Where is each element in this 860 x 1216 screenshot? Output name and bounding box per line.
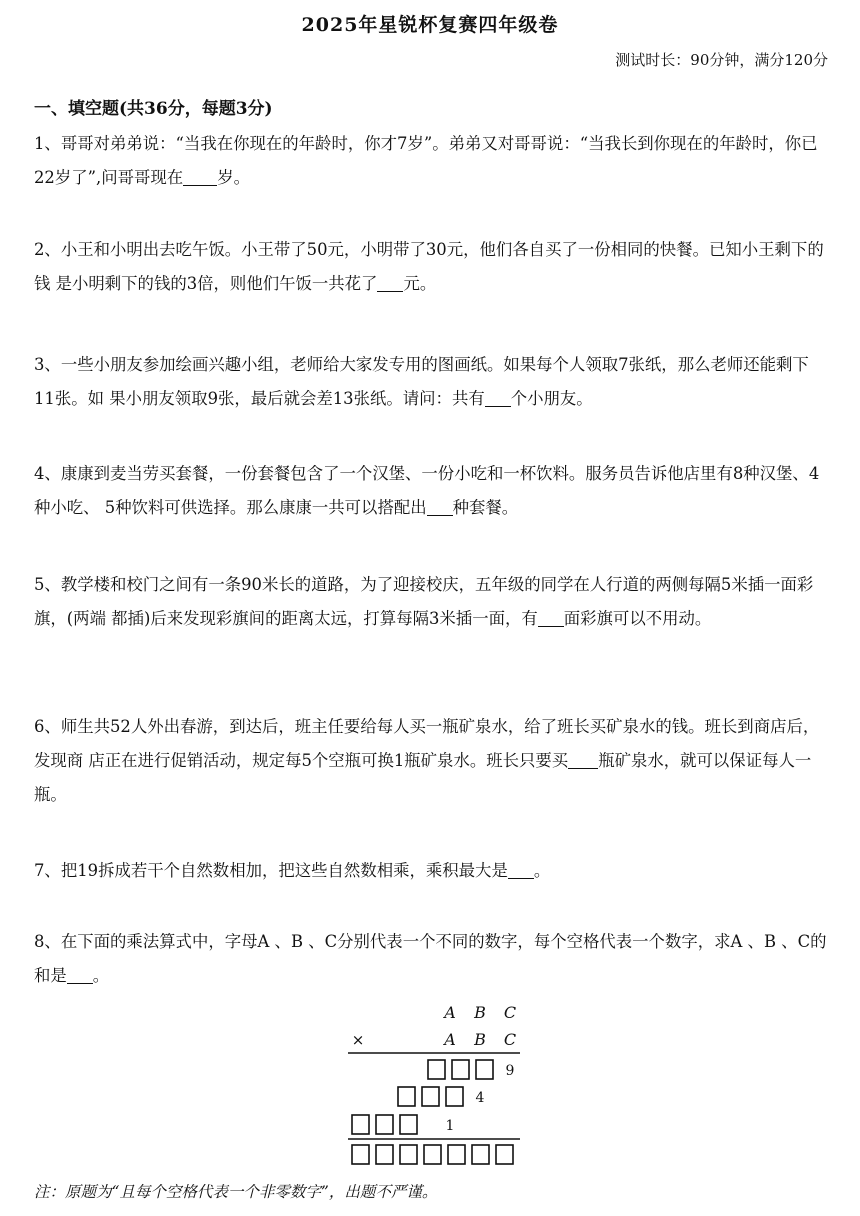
question-text: 3、一些小朋友参加绘画兴趣小组，老师给大家发专用的图画纸。如果每个人领取7张纸，那么老师还能剩下11张。如 果小朋友领取9张，最后就会差13张纸。请问：共有 (34, 355, 809, 408)
answer-blank[interactable] (377, 274, 403, 292)
blank-cell[interactable] (400, 1115, 417, 1134)
blank-cell[interactable] (352, 1115, 369, 1134)
answer-blank[interactable] (183, 168, 217, 186)
digit-c-top: C (503, 1003, 517, 1022)
question-tail: 面彩旗可以不用动。 (563, 609, 712, 628)
question-text: 8、在下面的乘法算式中，字母A 、B 、C分别代表一个不同的数字，每个空格代表一个数字，求A 、B 、C的和是 (34, 932, 827, 985)
question-8 (34, 925, 829, 993)
question-tail: 个小朋友。 (510, 389, 593, 408)
blank-cell[interactable] (376, 1115, 393, 1134)
blank-cell[interactable] (398, 1087, 415, 1106)
blank-cell[interactable] (376, 1145, 393, 1164)
question-text: 2、小王和小明出去吃午饭。小王带了50元，小明带了30元，他们各自买了一份相同的快餐。已知小王剩下的钱 是小明剩下的钱的3倍，则他们午饭一共花了 (34, 240, 824, 293)
question-2 (34, 233, 829, 301)
digit-a-top: A (444, 1003, 456, 1022)
question-tail: 种套餐。 (452, 498, 519, 517)
question-text: 1、哥哥对弟弟说：“当我在你现在的年龄时，你才7岁”。弟弟又对哥哥说：“当我长到你现在的年龄时，你已22岁了”,问哥哥现在 (34, 134, 818, 187)
question-text: 7、把19拆成若干个自然数相加，把这些自然数相乘，乘积最大是 (34, 861, 508, 880)
blank-cell[interactable] (446, 1087, 463, 1106)
digit-b-top: B (474, 1003, 486, 1022)
blank-cell[interactable] (400, 1145, 417, 1164)
blank-cell[interactable] (428, 1060, 445, 1079)
multiplication-puzzle (340, 998, 540, 1173)
question-tail: 。 (92, 966, 110, 985)
answer-blank[interactable] (427, 498, 453, 516)
blank-cell[interactable] (352, 1145, 369, 1164)
question-3 (34, 348, 829, 416)
blank-cell[interactable] (496, 1145, 513, 1164)
answer-blank[interactable] (67, 966, 93, 984)
exam-title: 2025年星锐杯复赛四年级卷 (301, 14, 559, 36)
answer-blank[interactable] (568, 751, 598, 769)
answer-blank[interactable] (485, 389, 511, 407)
partial-digit-1: 1 (445, 1118, 455, 1134)
blank-cell[interactable] (472, 1145, 489, 1164)
question-tail: 元。 (403, 274, 437, 293)
times-sign: × (351, 1031, 365, 1049)
question-tail: 岁。 (217, 168, 250, 187)
question-text: 6、师生共52人外出春游，到达后，班主任要给每人买一瓶矿泉水，给了班长买矿泉水的钱。班长到商店后，发现商 店正在进行促销活动，规定每5个空瓶可换1瓶矿泉水。班长只要买 (34, 717, 820, 770)
question-text: 4、康康到麦当劳买套餐，一份套餐包含了一个汉堡、一份小吃和一杯饮料。服务员告诉他店里有8种汉堡、4种小吃、 5种饮料可供选择。那么康康一共可以搭配出 (34, 464, 820, 517)
answer-blank[interactable] (508, 861, 534, 879)
digit-c-bottom: C (503, 1030, 517, 1049)
question-7 (34, 854, 829, 888)
question-tail: 。 (533, 861, 551, 880)
footnote: 注：原题为“且每个空格代表一个非零数字”，出题不严谨。 (34, 1183, 438, 1201)
partial-digit-4: 4 (475, 1090, 485, 1106)
digit-a-bottom: A (444, 1030, 456, 1049)
partial-digit-9: 9 (505, 1063, 515, 1079)
blank-cell[interactable] (476, 1060, 493, 1079)
question-tail: 瓶矿泉水，就可以保证每人一瓶。 (34, 751, 812, 804)
question-1 (34, 127, 829, 195)
exam-meta: 测试时长：90分钟，满分120分 (615, 51, 828, 69)
question-4 (34, 457, 829, 525)
blank-cell[interactable] (424, 1145, 441, 1164)
blank-cell[interactable] (422, 1087, 439, 1106)
question-5 (34, 568, 829, 636)
blank-cell[interactable] (448, 1145, 465, 1164)
question-text: 5、教学楼和校门之间有一条90米长的道路，为了迎接校庆，五年级的同学在人行道的两侧每隔5米插一面彩旗，(两端 都插)后来发现彩旗间的距离太远，打算每隔3米插一面，有 (34, 575, 814, 628)
section-heading: 一、填空题(共36分，每题3分) (34, 99, 273, 119)
blank-cell[interactable] (452, 1060, 469, 1079)
question-6 (34, 710, 829, 812)
answer-blank[interactable] (538, 609, 564, 627)
digit-b-bottom: B (474, 1030, 486, 1049)
